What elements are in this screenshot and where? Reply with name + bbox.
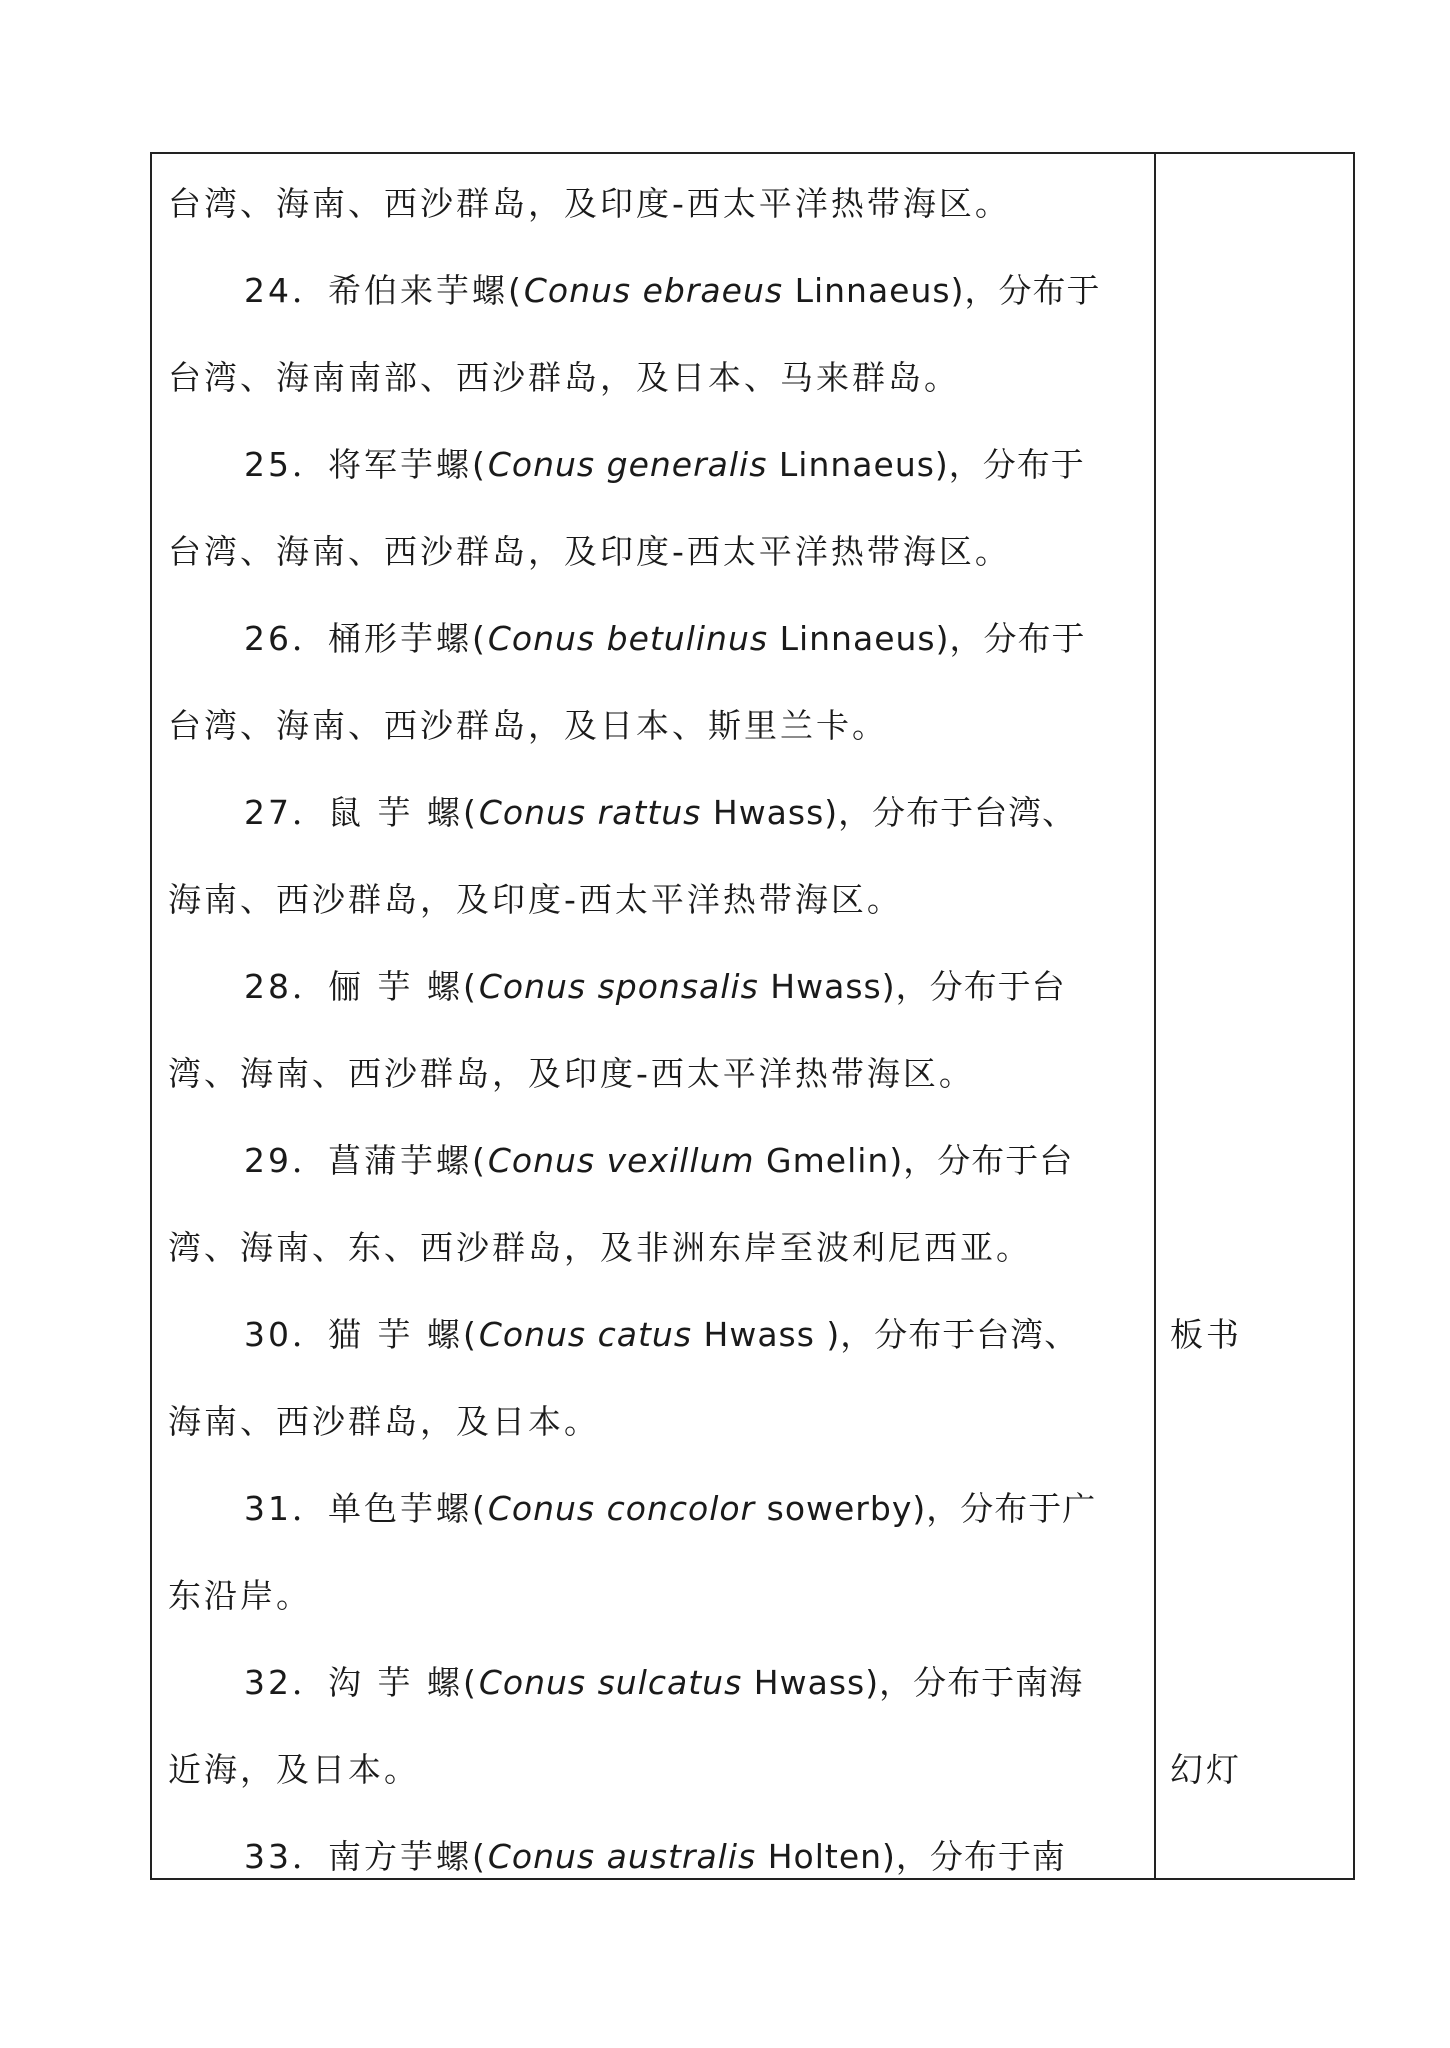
species-name: Conus generalis bbox=[487, 445, 768, 484]
species-name: Conus ebraeus bbox=[523, 271, 784, 310]
author-and-distribution: sowerby)，分布于广 bbox=[755, 1489, 1097, 1528]
author-and-distribution: Hwass )，分布于台湾、 bbox=[692, 1315, 1079, 1354]
text-line bbox=[168, 777, 1143, 864]
line-text: 28．俪 芋 螺( bbox=[244, 967, 479, 1006]
text-line bbox=[168, 1299, 1143, 1386]
text-line bbox=[168, 951, 1143, 1038]
line-text: 海南、西沙群岛，及印度-西太平洋热带海区。 bbox=[168, 880, 903, 919]
content-cell bbox=[168, 168, 1143, 1908]
line-text: 26．桶形芋螺( bbox=[244, 619, 488, 658]
text-line bbox=[168, 1125, 1143, 1212]
author-and-distribution: Gmelin)，分布于台 bbox=[754, 1141, 1074, 1180]
species-name: Conus sponsalis bbox=[478, 967, 759, 1006]
author-and-distribution: Linnaeus)，分布于 bbox=[783, 271, 1101, 310]
species-name: Conus betulinus bbox=[487, 619, 769, 658]
text-line bbox=[168, 1647, 1143, 1734]
author-and-distribution: Holten)，分布于南 bbox=[756, 1837, 1066, 1876]
text-line bbox=[168, 342, 1143, 429]
text-line bbox=[168, 516, 1143, 603]
line-text: 台湾、海南、西沙群岛，及印度-西太平洋热带海区。 bbox=[168, 532, 1011, 571]
side-note: 板书 bbox=[1170, 1315, 1242, 1354]
author-and-distribution: Hwass)，分布于台湾、 bbox=[701, 793, 1077, 832]
species-name: Conus vexillum bbox=[487, 1141, 755, 1180]
text-line bbox=[168, 690, 1143, 777]
text-line bbox=[168, 1212, 1143, 1299]
text-line bbox=[168, 168, 1143, 255]
document-table bbox=[150, 152, 1355, 1880]
line-text: 32．沟 芋 螺( bbox=[244, 1663, 479, 1702]
text-line bbox=[168, 1821, 1143, 1908]
line-text: 海南、西沙群岛，及日本。 bbox=[168, 1402, 600, 1441]
author-and-distribution: Linnaeus)，分布于 bbox=[768, 619, 1086, 658]
author-and-distribution: Hwass)，分布于台 bbox=[758, 967, 1066, 1006]
line-text: 台湾、海南、西沙群岛，及印度-西太平洋热带海区。 bbox=[168, 184, 1011, 223]
line-text: 33．南方芋螺( bbox=[244, 1837, 488, 1876]
text-line bbox=[168, 603, 1143, 690]
line-text: 近海，及日本。 bbox=[168, 1750, 420, 1789]
line-text: 24．希伯来芋螺( bbox=[244, 271, 524, 310]
species-name: Conus rattus bbox=[478, 793, 702, 832]
author-and-distribution: Hwass)，分布于南海 bbox=[742, 1663, 1084, 1702]
species-name: Conus australis bbox=[487, 1837, 757, 1876]
line-text: 29．菖蒲芋螺( bbox=[244, 1141, 488, 1180]
text-line bbox=[168, 1038, 1143, 1125]
line-text: 台湾、海南南部、西沙群岛，及日本、马来群岛。 bbox=[168, 358, 960, 397]
line-text: 东沿岸。 bbox=[168, 1576, 312, 1615]
text-line bbox=[168, 429, 1143, 516]
text-line bbox=[168, 1473, 1143, 1560]
side-note: 幻灯 bbox=[1170, 1750, 1242, 1789]
text-line bbox=[168, 1386, 1143, 1473]
author-and-distribution: Linnaeus)，分布于 bbox=[767, 445, 1085, 484]
species-name: Conus sulcatus bbox=[478, 1663, 743, 1702]
line-text: 25．将军芋螺( bbox=[244, 445, 488, 484]
line-text: 湾、海南、东、西沙群岛，及非洲东岸至波利尼西亚。 bbox=[168, 1228, 1032, 1267]
text-line bbox=[168, 1734, 1143, 1821]
text-line bbox=[168, 864, 1143, 951]
line-text: 27．鼠 芋 螺( bbox=[244, 793, 479, 832]
line-text: 30．猫 芋 螺( bbox=[244, 1315, 479, 1354]
text-line bbox=[168, 255, 1143, 342]
column-divider bbox=[1154, 154, 1156, 1878]
species-name: Conus catus bbox=[478, 1315, 693, 1354]
species-name: Conus concolor bbox=[487, 1489, 756, 1528]
text-line bbox=[168, 1560, 1143, 1647]
line-text: 湾、海南、西沙群岛，及印度-西太平洋热带海区。 bbox=[168, 1054, 975, 1093]
line-text: 台湾、海南、西沙群岛，及日本、斯里兰卡。 bbox=[168, 706, 888, 745]
line-text: 31．单色芋螺( bbox=[244, 1489, 488, 1528]
